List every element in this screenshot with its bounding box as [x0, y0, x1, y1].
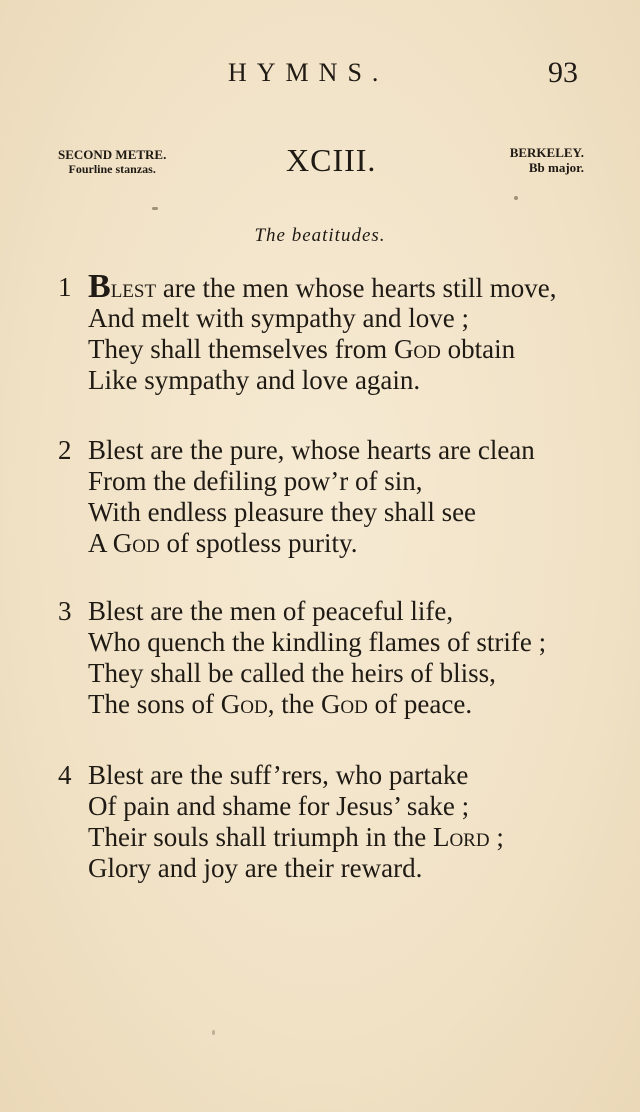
running-head: [0, 58, 640, 92]
stanza-form: Fourline stanzas.: [68, 162, 156, 176]
verse-line: And melt with sympathy and love ;: [88, 303, 469, 333]
verse-line: With endless pleasure they shall see: [88, 497, 477, 527]
metre-name: SECOND METRE.: [58, 147, 167, 162]
verse-line: Of pain and shame for Jesus’ sake ;: [88, 791, 470, 821]
tune-info: [494, 145, 584, 175]
verse-line: Blest are the men whose hearts still move,: [88, 268, 557, 305]
metre-info: [58, 147, 166, 177]
verse-line: From the defiling pow’r of sin,: [88, 466, 423, 496]
ink-speck: [152, 207, 158, 210]
verse-line: Like sympathy and love again.: [88, 365, 421, 395]
stanza-number: 2: [58, 435, 72, 465]
verse-line: Blest are the suff’rers, who partake: [88, 760, 469, 790]
ink-speck: [514, 196, 518, 200]
hymn-heading: [0, 140, 640, 184]
tune-name: BERKELEY.: [509, 145, 584, 160]
ink-speck: [212, 1030, 215, 1035]
verse-line: Blest are the pure, whose hearts are clean: [88, 435, 535, 465]
verse-line: Glory and joy are their reward.: [88, 853, 423, 883]
verse-line: The sons of God, the God of peace.: [88, 689, 473, 719]
stanza-number: 3: [58, 596, 72, 626]
verse-line: They shall themselves from God obtain: [88, 334, 516, 364]
verse-line: Blest are the men of peaceful life,: [88, 596, 454, 626]
verse-line: Who quench the kindling flames of strife ;: [88, 627, 547, 657]
stanza-number: 1: [58, 272, 72, 302]
hymn-subject: The beatitudes.: [254, 225, 386, 246]
hymn-number: XCIII.: [286, 142, 377, 178]
running-title: HYMNS.: [228, 58, 389, 87]
verse-line: Their souls shall triumph in the Lord ;: [88, 822, 504, 852]
verse-line: A God of spotless purity.: [88, 528, 358, 558]
page-number: 93: [548, 56, 578, 89]
verse-line: They shall be called the heirs of bliss,: [88, 658, 496, 688]
stanza-number: 4: [58, 760, 72, 790]
tune-key: Bb major.: [528, 160, 584, 175]
